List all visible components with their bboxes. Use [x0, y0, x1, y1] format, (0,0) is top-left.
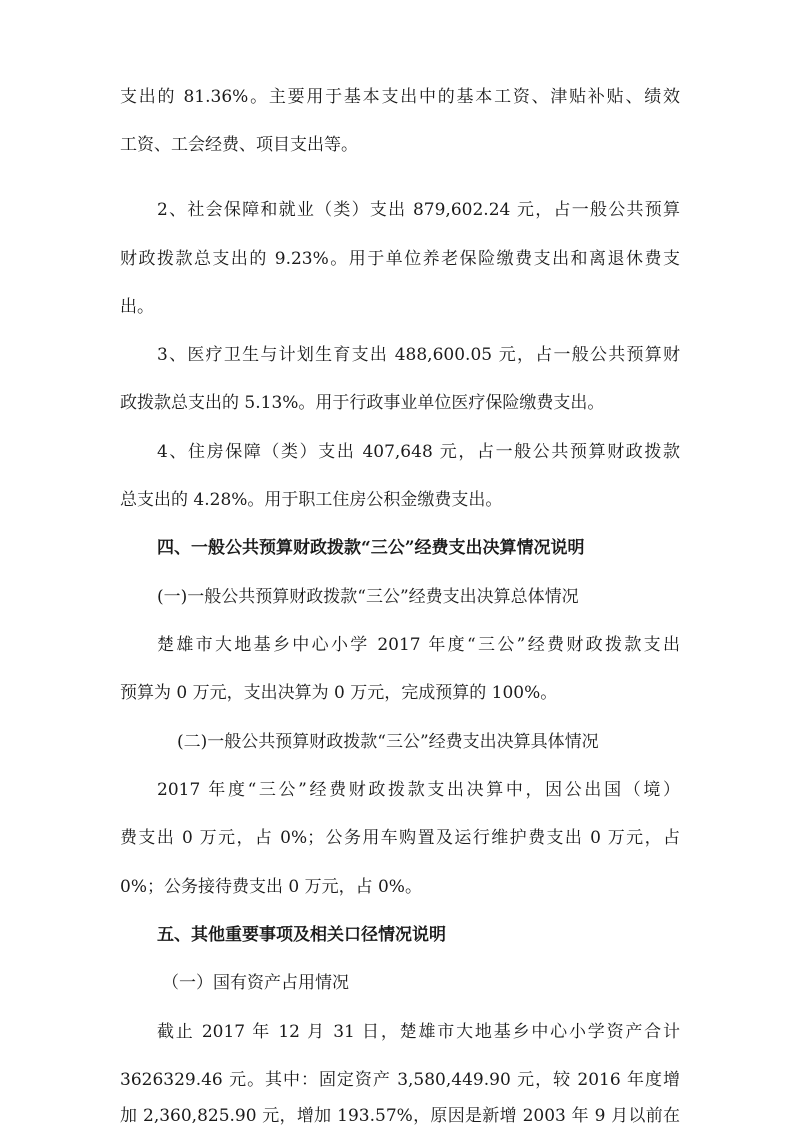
- subsection-heading: (二)一般公共预算财政拨款“三公”经费支出决算具体情况: [177, 732, 599, 752]
- paragraph-line: 工资、工会经费、项目支出等。: [120, 135, 358, 155]
- paragraph-line: 政拨款总支出的 5.13%。用于行政事业单位医疗保险缴费支出。: [120, 393, 605, 413]
- paragraph-line: 4、住房保障（类）支出 407,648 元，占一般公共预算财政拨款: [157, 442, 680, 462]
- subsection-heading: (一)一般公共预算财政拨款“三公”经费支出决算总体情况: [157, 587, 579, 607]
- paragraph-line: 截止 2017 年 12 月 31 日，楚雄市大地基乡中心小学资产合计: [157, 1022, 680, 1042]
- paragraph-line: 总支出的 4.28%。用于职工住房公积金缴费支出。: [120, 490, 503, 510]
- section-heading: 四、一般公共预算财政拨款“三公”经费支出决算情况说明: [157, 538, 585, 558]
- paragraph-line: 2017 年度“三公”经费财政拨款支出决算中，因公出国（境）: [157, 780, 680, 800]
- paragraph-line: 3、医疗卫生与计划生育支出 488,600.05 元，占一般公共预算财: [157, 345, 680, 365]
- paragraph-line: 2、社会保障和就业（类）支出 879,602.24 元，占一般公共预算: [157, 200, 680, 220]
- paragraph-line: 财政拨款总支出的 9.23%。用于单位养老保险缴费支出和离退休费支: [120, 249, 680, 269]
- section-heading: 五、其他重要事项及相关口径情况说明: [157, 925, 446, 945]
- paragraph-line: 支出的 81.36%。主要用于基本支出中的基本工资、津贴补贴、绩效: [120, 87, 680, 107]
- paragraph-line: 出。: [120, 297, 154, 317]
- paragraph-line: 楚雄市大地基乡中心小学 2017 年度“三公”经费财政拨款支出: [157, 635, 680, 655]
- paragraph-line: 费支出 0 万元，占 0%；公务用车购置及运行维护费支出 0 万元，占: [120, 828, 680, 848]
- paragraph-line: 0%；公务接待费支出 0 万元，占 0%。: [120, 877, 422, 897]
- paragraph-line: 加 2,360,825.90 元，增加 193.57%，原因是新增 2003 年 9 月以前在: [120, 1106, 680, 1126]
- paragraph-line: 预算为 0 万元，支出决算为 0 万元，完成预算的 100%。: [120, 683, 558, 703]
- subsection-heading: （一）国有资产占用情况: [162, 973, 349, 993]
- paragraph-line: 3626329.46 元。其中：固定资产 3,580,449.90 元，较 2016 年度增: [120, 1070, 680, 1090]
